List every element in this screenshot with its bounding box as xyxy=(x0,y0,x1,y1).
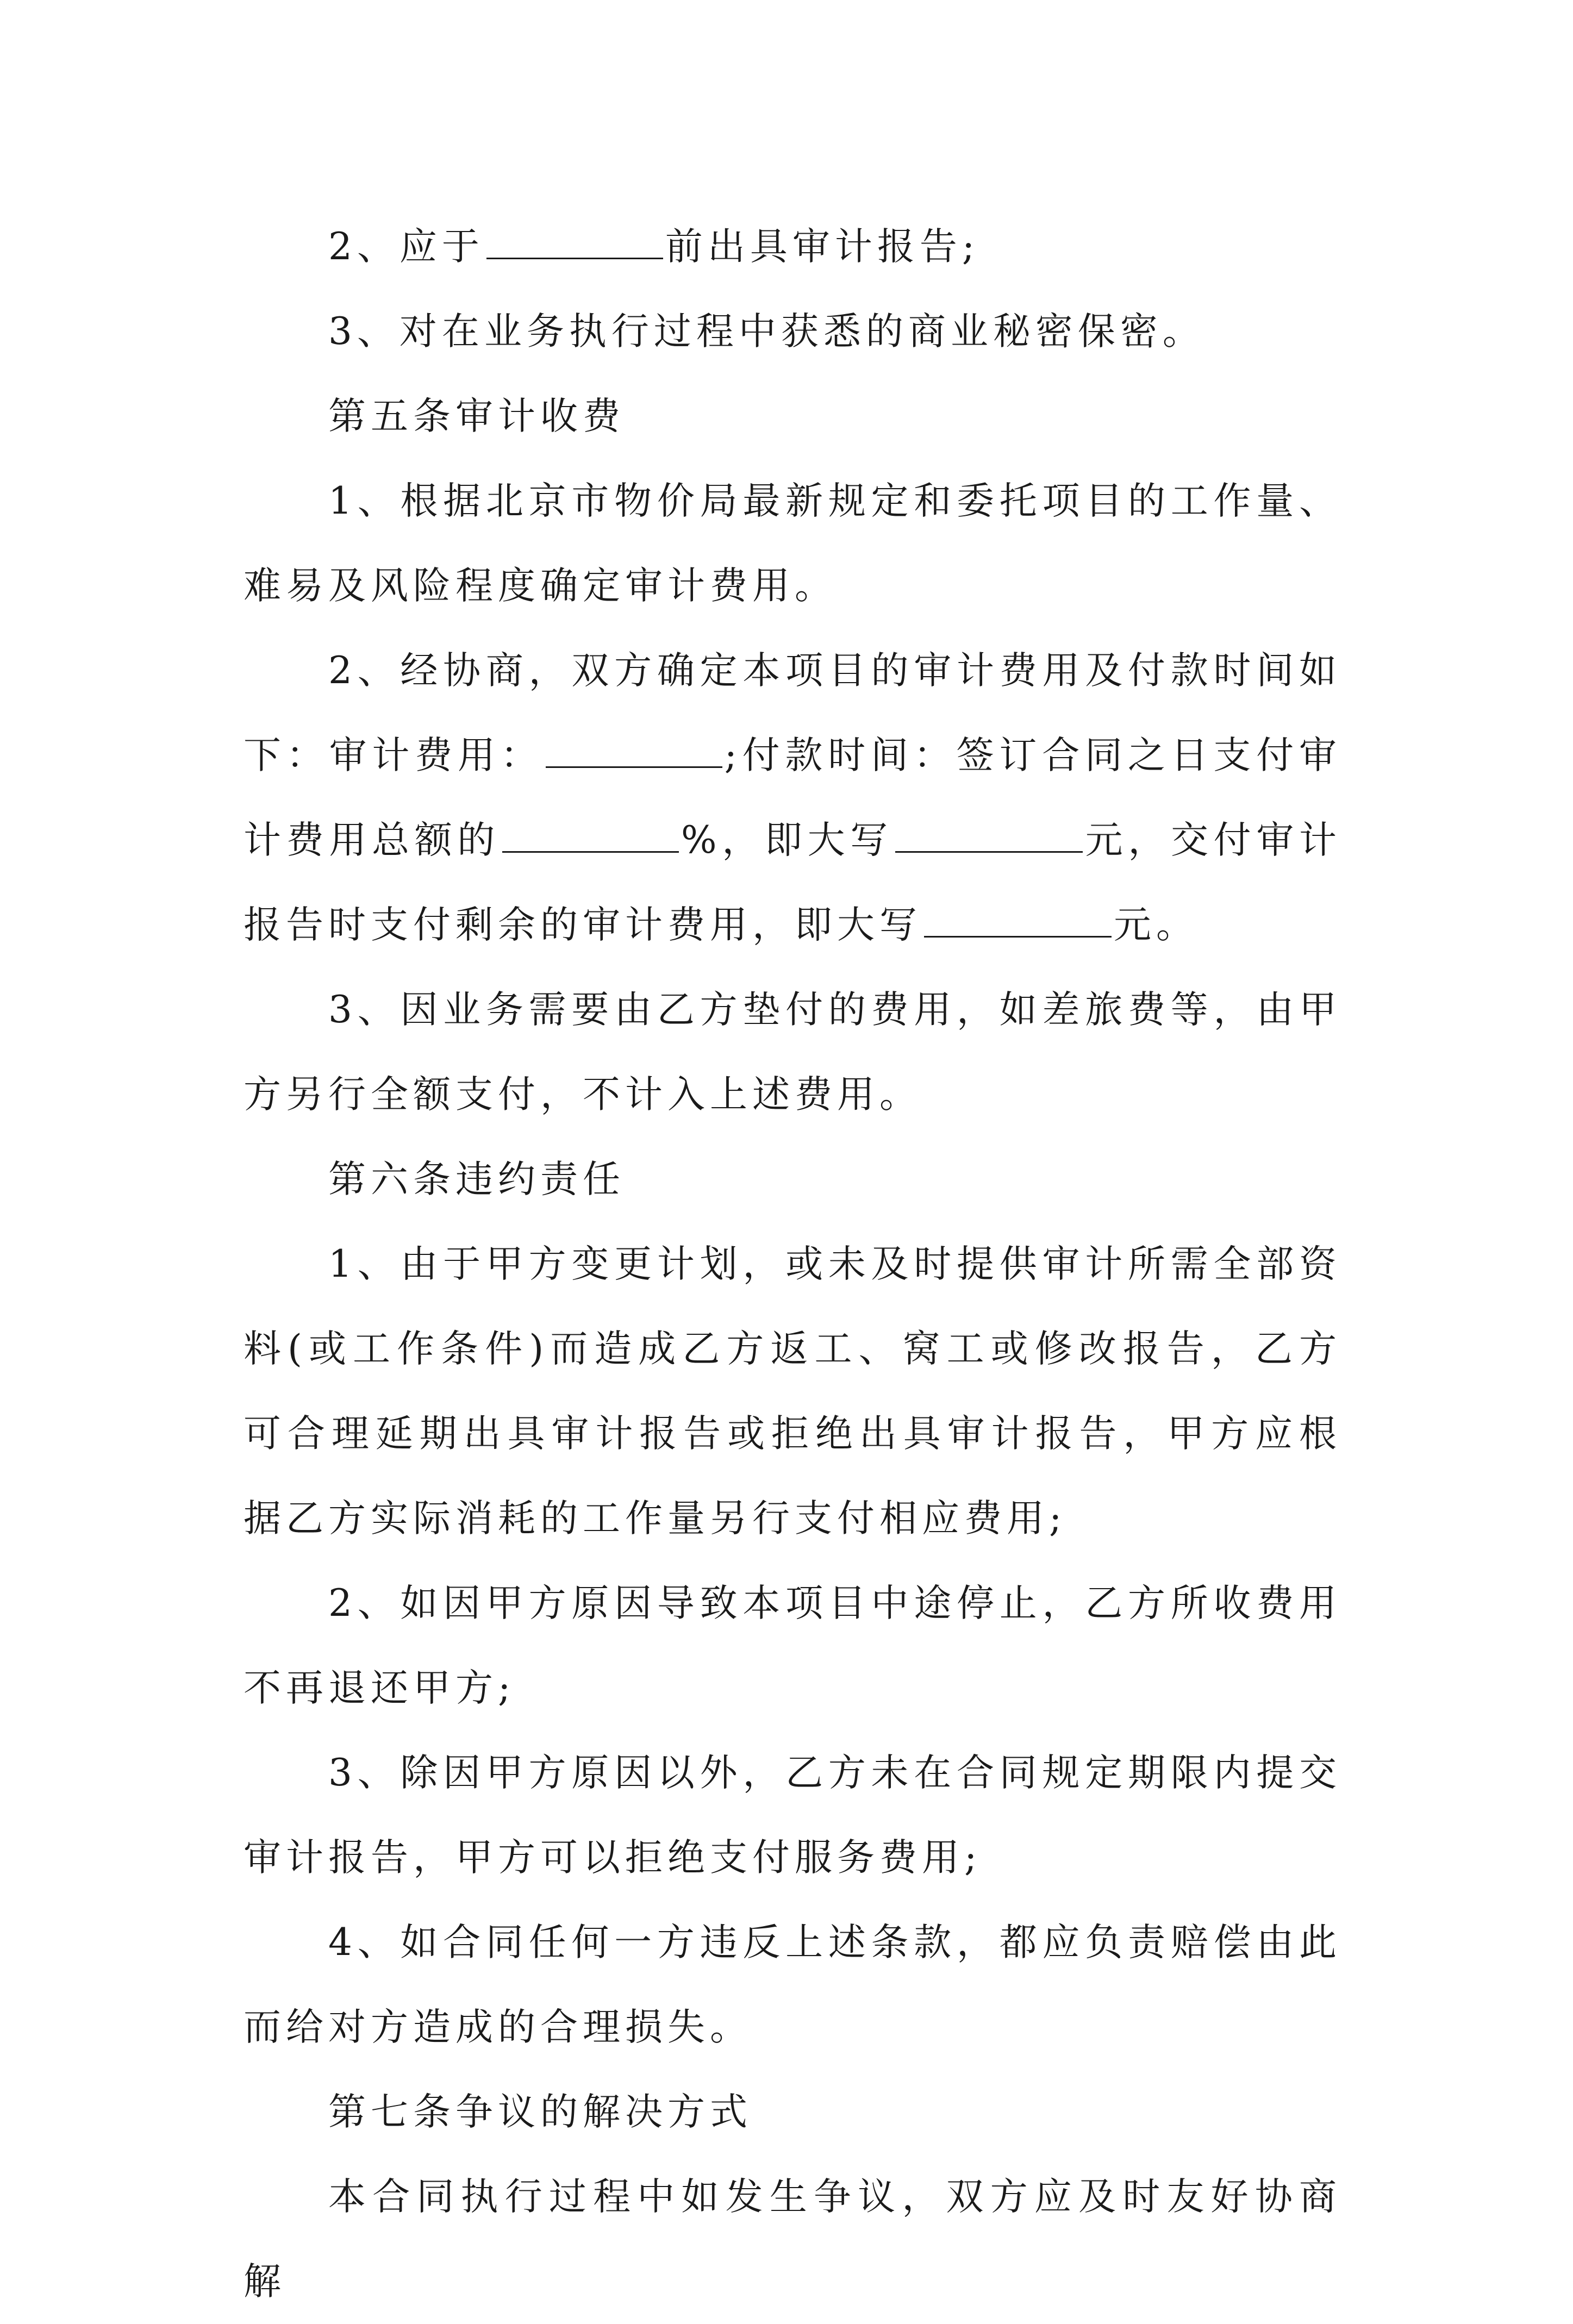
clause-6-item-3: 3、除因甲方原因以外，乙方未在合同规定期限内提交审计报告，甲方可以拒绝支付服务费用; xyxy=(244,1751,1341,1879)
fill-in-blank xyxy=(924,935,1112,938)
document-body xyxy=(244,204,1341,2324)
clause-4-item-3: 3、对在业务执行过程中获悉的商业秘密保密。 xyxy=(328,310,1205,353)
text-segment: 元，交付审计报告时支付剩余的审计费用，即大写 xyxy=(244,819,1341,947)
clause-4-item-2 xyxy=(244,204,1341,289)
section-heading-6: 第六条违约责任 xyxy=(328,1158,625,1201)
fill-in-blank xyxy=(486,257,663,259)
clause-5-item-3: 3、因业务需要由乙方垫付的费用，如差旅费等，由甲方另行全额支付，不计入上述费用。 xyxy=(244,988,1341,1116)
section-heading-7: 第七条争议的解决方式 xyxy=(328,2090,752,2134)
clause-6-item-1: 1、由于甲方变更计划，或未及时提供审计所需全部资料(或工作条件)而造成乙方返工、窝工或修改报告，乙方可合理延期出具审计报告或拒绝出具审计报告，甲方应根据乙方实际消耗的工作量另行支付相应费用; xyxy=(244,1242,1341,1540)
section-heading-5: 第五条审计收费 xyxy=(328,395,625,438)
text-segment: 2、应于 xyxy=(328,225,484,268)
clause-6-item-4: 4、如合同任何一方违反上述条款，都应负责赔偿由此而给对方造成的合理损失。 xyxy=(244,1921,1341,2049)
clause-5-item-2 xyxy=(244,628,1341,967)
text-segment: ;付款时间：签订合同之日支付审计费用总额的 xyxy=(244,734,1342,862)
clause-7-paragraph: 本合同执行过程中如发生争议，双方应及时友好协商解 xyxy=(244,2175,1341,2303)
clause-6-item-2: 2、如因甲方原因导致本项目中途停止，乙方所收费用不再退还甲方; xyxy=(244,1582,1341,1710)
fill-in-blank xyxy=(546,766,722,768)
text-segment: 2、经协商，双方确定本项目的审计费用及付款时间如下：审计费用： xyxy=(244,649,1341,777)
clause-5-item-1: 1、根据北京市物价局最新规定和委托项目的工作量、难易及风险程度确定审计费用。 xyxy=(244,479,1341,608)
fill-in-blank xyxy=(895,851,1083,853)
text-segment: 元。 xyxy=(1114,903,1199,947)
text-segment: 前出具审计报告; xyxy=(665,225,980,268)
text-segment: %，即大写 xyxy=(681,819,893,862)
fill-in-blank xyxy=(502,851,679,853)
